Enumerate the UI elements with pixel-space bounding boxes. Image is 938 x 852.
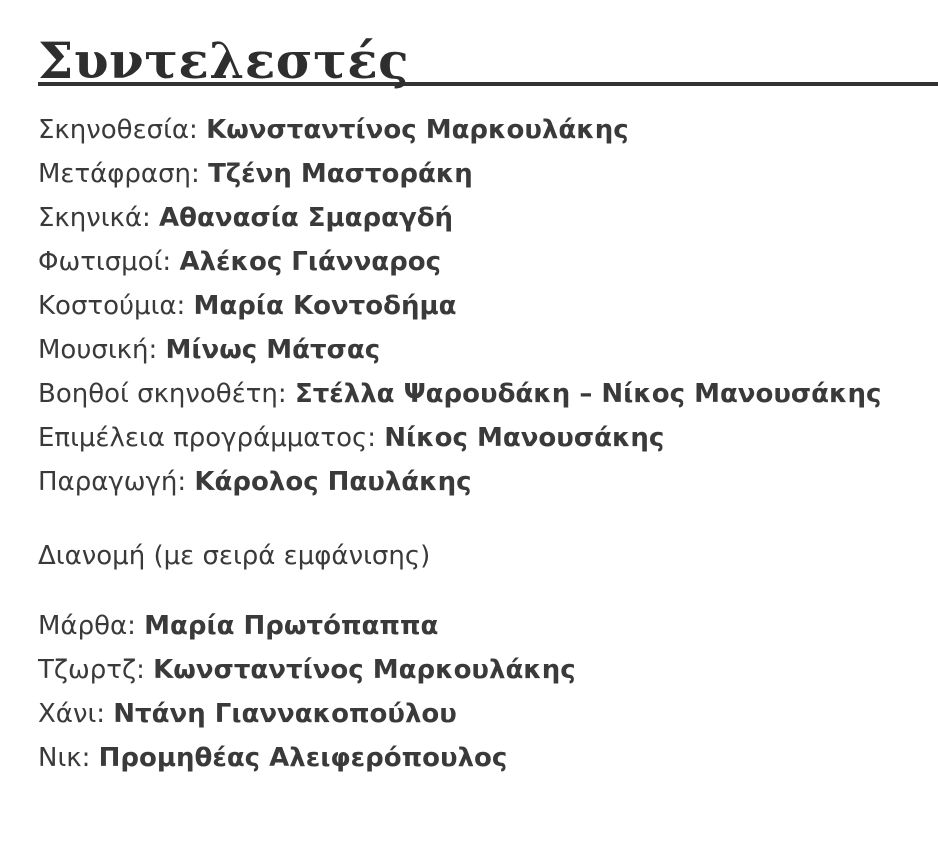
credit-item — [38, 460, 938, 504]
credit-item — [38, 240, 938, 284]
credit-name: Αλέκος Γιάνναρος — [179, 247, 442, 277]
cast-role: Νικ: — [38, 743, 91, 773]
credit-item — [38, 108, 938, 152]
credit-item — [38, 416, 938, 460]
cast-item — [38, 648, 938, 692]
credit-role: Φωτισμοί: — [38, 247, 172, 277]
credit-item — [38, 152, 938, 196]
credit-role: Σκηνικά: — [38, 203, 151, 233]
cast-name: Μαρία Πρωτόπαππα — [144, 611, 439, 641]
credit-name: Τζένη Μαστοράκη — [208, 159, 473, 189]
cast-item — [38, 736, 938, 780]
credit-name: Κάρολος Παυλάκης — [194, 467, 472, 497]
credit-item — [38, 372, 938, 416]
credit-role: Επιμέλεια προγράμματος: — [38, 423, 377, 453]
credit-role: Μουσική: — [38, 335, 158, 365]
credits-list — [38, 108, 938, 504]
credit-role: Κοστούμια: — [38, 291, 186, 321]
credit-role: Βοηθοί σκηνοθέτη: — [38, 379, 287, 409]
cast-role: Χάνι: — [38, 699, 106, 729]
cast-name: Κωνσταντίνος Μαρκουλάκης — [153, 655, 576, 685]
credit-name: Νίκος Μανουσάκης — [384, 423, 665, 453]
credit-name: Αθανασία Σμαραγδή — [159, 203, 454, 233]
cast-heading: Διανομή (με σειρά εμφάνισης) — [38, 541, 431, 571]
cast-role: Τζωρτζ: — [38, 655, 145, 685]
credit-item — [38, 196, 938, 240]
credit-name: Μίνως Μάτσας — [165, 335, 381, 365]
cast-item — [38, 604, 938, 648]
credit-role: Παραγωγή: — [38, 467, 187, 497]
credit-name: Μαρία Κοντοδήμα — [193, 291, 457, 321]
cast-name: Ντάνη Γιαννακοπούλου — [113, 699, 457, 729]
credit-item — [38, 328, 938, 372]
credit-item — [38, 284, 938, 328]
cast-role: Μάρθα: — [38, 611, 136, 641]
credit-role: Μετάφραση: — [38, 159, 200, 189]
credits-section — [38, 0, 938, 780]
cast-item — [38, 692, 938, 736]
page-title: Συντελεστές — [38, 31, 410, 90]
cast-name: Προμηθέας Αλειφερόπουλος — [98, 743, 508, 773]
credit-name: Στέλλα Ψαρουδάκη – Νίκος Μανουσάκης — [294, 379, 882, 409]
credit-role: Σκηνοθεσία: — [38, 115, 198, 145]
credit-name: Κωνσταντίνος Μαρκουλάκης — [206, 115, 629, 145]
cast-list — [38, 604, 938, 780]
